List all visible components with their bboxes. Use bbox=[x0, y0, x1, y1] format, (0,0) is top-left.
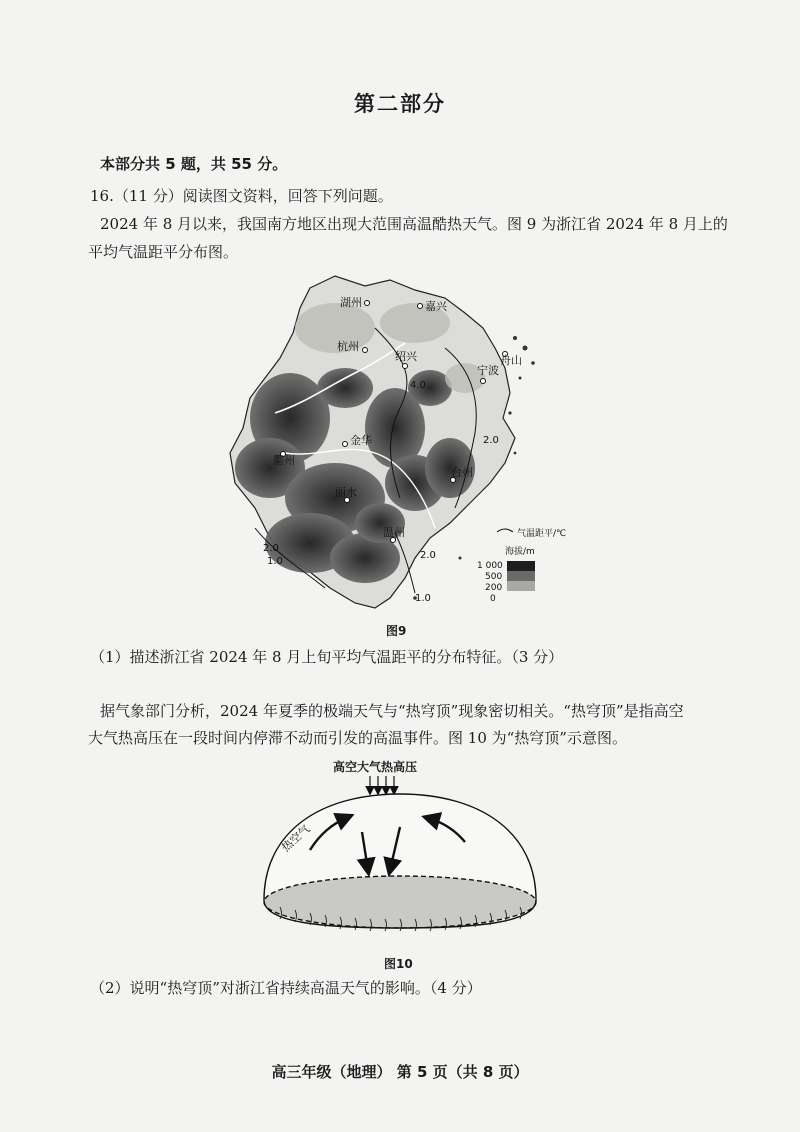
section-intro: 本部分共 5 题，共 55 分。 bbox=[100, 155, 288, 173]
heat-dome-diagram bbox=[250, 772, 550, 954]
map-legend bbox=[477, 527, 566, 604]
city-label: 舟山 bbox=[500, 354, 522, 367]
descending-arrows bbox=[370, 776, 394, 792]
legend-elevation-value: 1 000 bbox=[477, 561, 503, 571]
isotherm-label: 1.0 bbox=[415, 593, 431, 604]
city-label: 绍兴 bbox=[395, 350, 417, 363]
legend-isotherm-label: 气温距平/℃ bbox=[517, 529, 567, 539]
city-label: 湖州 bbox=[340, 296, 362, 309]
figure-10-caption: 图10 bbox=[384, 957, 413, 971]
city-label: 丽水 bbox=[335, 486, 357, 499]
hot-air-label: 热空气 bbox=[279, 822, 313, 855]
paragraph-1-line-2: 平均气温距平分布图。 bbox=[88, 243, 239, 261]
city-label: 杭州 bbox=[337, 340, 359, 353]
dome-base bbox=[264, 876, 536, 928]
paragraph-1-line-1: 2024 年 8 月以来，我国南方地区出现大范围高温酷热天气。图 9 为浙江省 2024 年 8 月上的 bbox=[100, 215, 728, 233]
city-label: 金华 bbox=[350, 434, 372, 447]
isotherm-label: 4.0 bbox=[410, 380, 426, 391]
question-16-header: 16.（11 分）阅读图文资料，回答下列问题。 bbox=[90, 187, 393, 205]
isotherm-label: 1.0 bbox=[267, 556, 283, 567]
paragraph-2-line-2: 大气热高压在一段时间内停滞不动而引发的高温事件。图 10 为“热穹顶”示意图。 bbox=[88, 729, 627, 747]
city-label: 宁波 bbox=[477, 364, 499, 377]
figure-9-caption: 图9 bbox=[386, 624, 407, 638]
city-label: 嘉兴 bbox=[425, 300, 447, 313]
isotherm-label: 2.0 bbox=[483, 435, 499, 446]
zhejiang-temperature-anomaly-map bbox=[215, 268, 600, 618]
question-2: （2）说明“热穹顶”对浙江省持续高温天气的影响。（4 分） bbox=[90, 979, 482, 997]
legend-elevation-value: 500 bbox=[485, 572, 503, 582]
isotherm-label: 2.0 bbox=[420, 550, 436, 561]
city-label: 温州 bbox=[383, 526, 405, 539]
question-1: （1）描述浙江省 2024 年 8 月上旬平均气温距平的分布特征。（3 分） bbox=[90, 648, 564, 666]
city-label: 台州 bbox=[451, 466, 473, 479]
section-title: 第二部分 bbox=[354, 92, 446, 116]
heat-high-label: 高空大气热高压 bbox=[333, 760, 418, 774]
legend-elevation-title: 海拔/m bbox=[505, 547, 535, 557]
page-footer: 高三年级（地理） 第 5 页（共 8 页） bbox=[271, 1063, 529, 1081]
paragraph-2-line-1: 据气象部门分析，2024 年夏季的极端天气与“热穹顶”现象密切相关。“热穹顶”是指高空 bbox=[100, 702, 684, 720]
city-marker bbox=[273, 452, 295, 468]
legend-elevation-value: 200 bbox=[485, 583, 503, 593]
city-label: 衢州 bbox=[273, 454, 295, 467]
isotherm-label: 2.0 bbox=[263, 543, 279, 554]
legend-elevation-value: 0 bbox=[490, 594, 496, 604]
city-marker bbox=[500, 352, 522, 368]
